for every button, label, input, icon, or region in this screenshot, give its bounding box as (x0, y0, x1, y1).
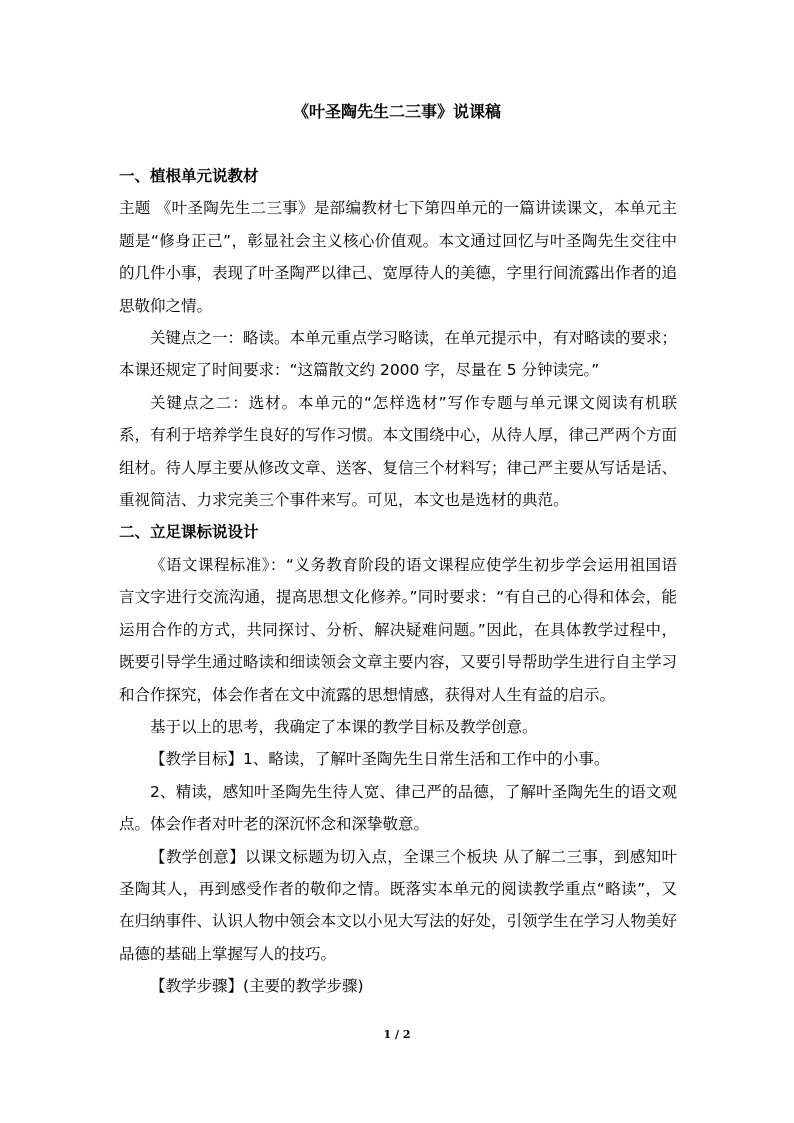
paragraph-teaching-idea: 【教学创意】以课文标题为切入点，全课三个板块 从了解二三事，到感知叶圣陶其人，再到感受作者的敬仰之情。既落实本单元的阅读教学重点“略读”，又在归纳事件、认识人物中领会本文以小见大写法的好处，引领学生在学习人物美好品德的基础上掌握写人的技巧。 (119, 847, 678, 963)
section-heading-design: 二、立足课标说设计 (119, 523, 259, 542)
paragraph-key-point-1: 关键点之一：略读。本单元重点学习略读，在单元提示中，有对略读的要求；本课还规定了时间要求：“这篇散文约 2000 字，尽量在 5 分钟读完。” (119, 329, 678, 380)
document-title: 《叶圣陶先生二三事》说课稿 (292, 102, 501, 121)
paragraph-reflection: 基于以上的思考，我确定了本课的教学目标及教学创意。 (150, 717, 538, 736)
paragraph-teaching-steps: 【教学步骤】(主要的教学步骤) (150, 977, 364, 996)
document-body (119, 160, 677, 1003)
section-heading-textbook: 一、植根单元说教材 (119, 167, 259, 185)
paragraph-curriculum-standard: 《语文课程标准》：“义务教育阶段的语文课程应使学生初步学会运用祖国语言文字进行交流沟通，提高思想文化修养。”同时要求：“有自己的心得和体会，能运用合作的方式，共同探讨、分析、解决疑难问题。”因此，在具体教学过程中，既要引导学生通过略读和细读领会文章主要内容，又要引导帮助学生进行自主学习和合作探究，体会作者在文中流露的思想情感，获得对人生有益的启示。 (119, 555, 678, 704)
paragraph-teaching-goal-1: 【教学目标】1、略读，了解叶圣陶先生日常生活和工作中的小事。 (150, 750, 610, 769)
page-number: 1 / 2 (383, 1028, 411, 1041)
paragraph-key-point-2: 关键点之二：选材。本单元的“怎样选材”写作专题与单元课文阅读有机联系，有利于培养学生良好的写作习惯。本文围绕中心，从待人厚，律己严两个方面组材。待人厚主要从修改文章、送客、复信三个材料写；律己严主要从写话是话、重视简洁、力求完美三个事件来写。可见，本文也是选材的典范。 (119, 393, 678, 510)
paragraph-theme: 主题 《叶圣陶先生二三事》是部编教材七下第四单元的一篇讲读课文，本单元主题是“修身正己”，彰显社会主义核心价值观。本文通过回忆与叶圣陶先生交往中的几件小事，表现了叶圣陶严以律己、宽厚待人的美德，字里行间流露出作者的追思敬仰之情。 (119, 199, 678, 315)
paragraph-teaching-goal-2: 2、精读，感知叶圣陶先生待人宽、律己严的品德，了解叶圣陶先生的语文观点。体会作者对叶老的深沉怀念和深挚敬意。 (119, 782, 677, 834)
